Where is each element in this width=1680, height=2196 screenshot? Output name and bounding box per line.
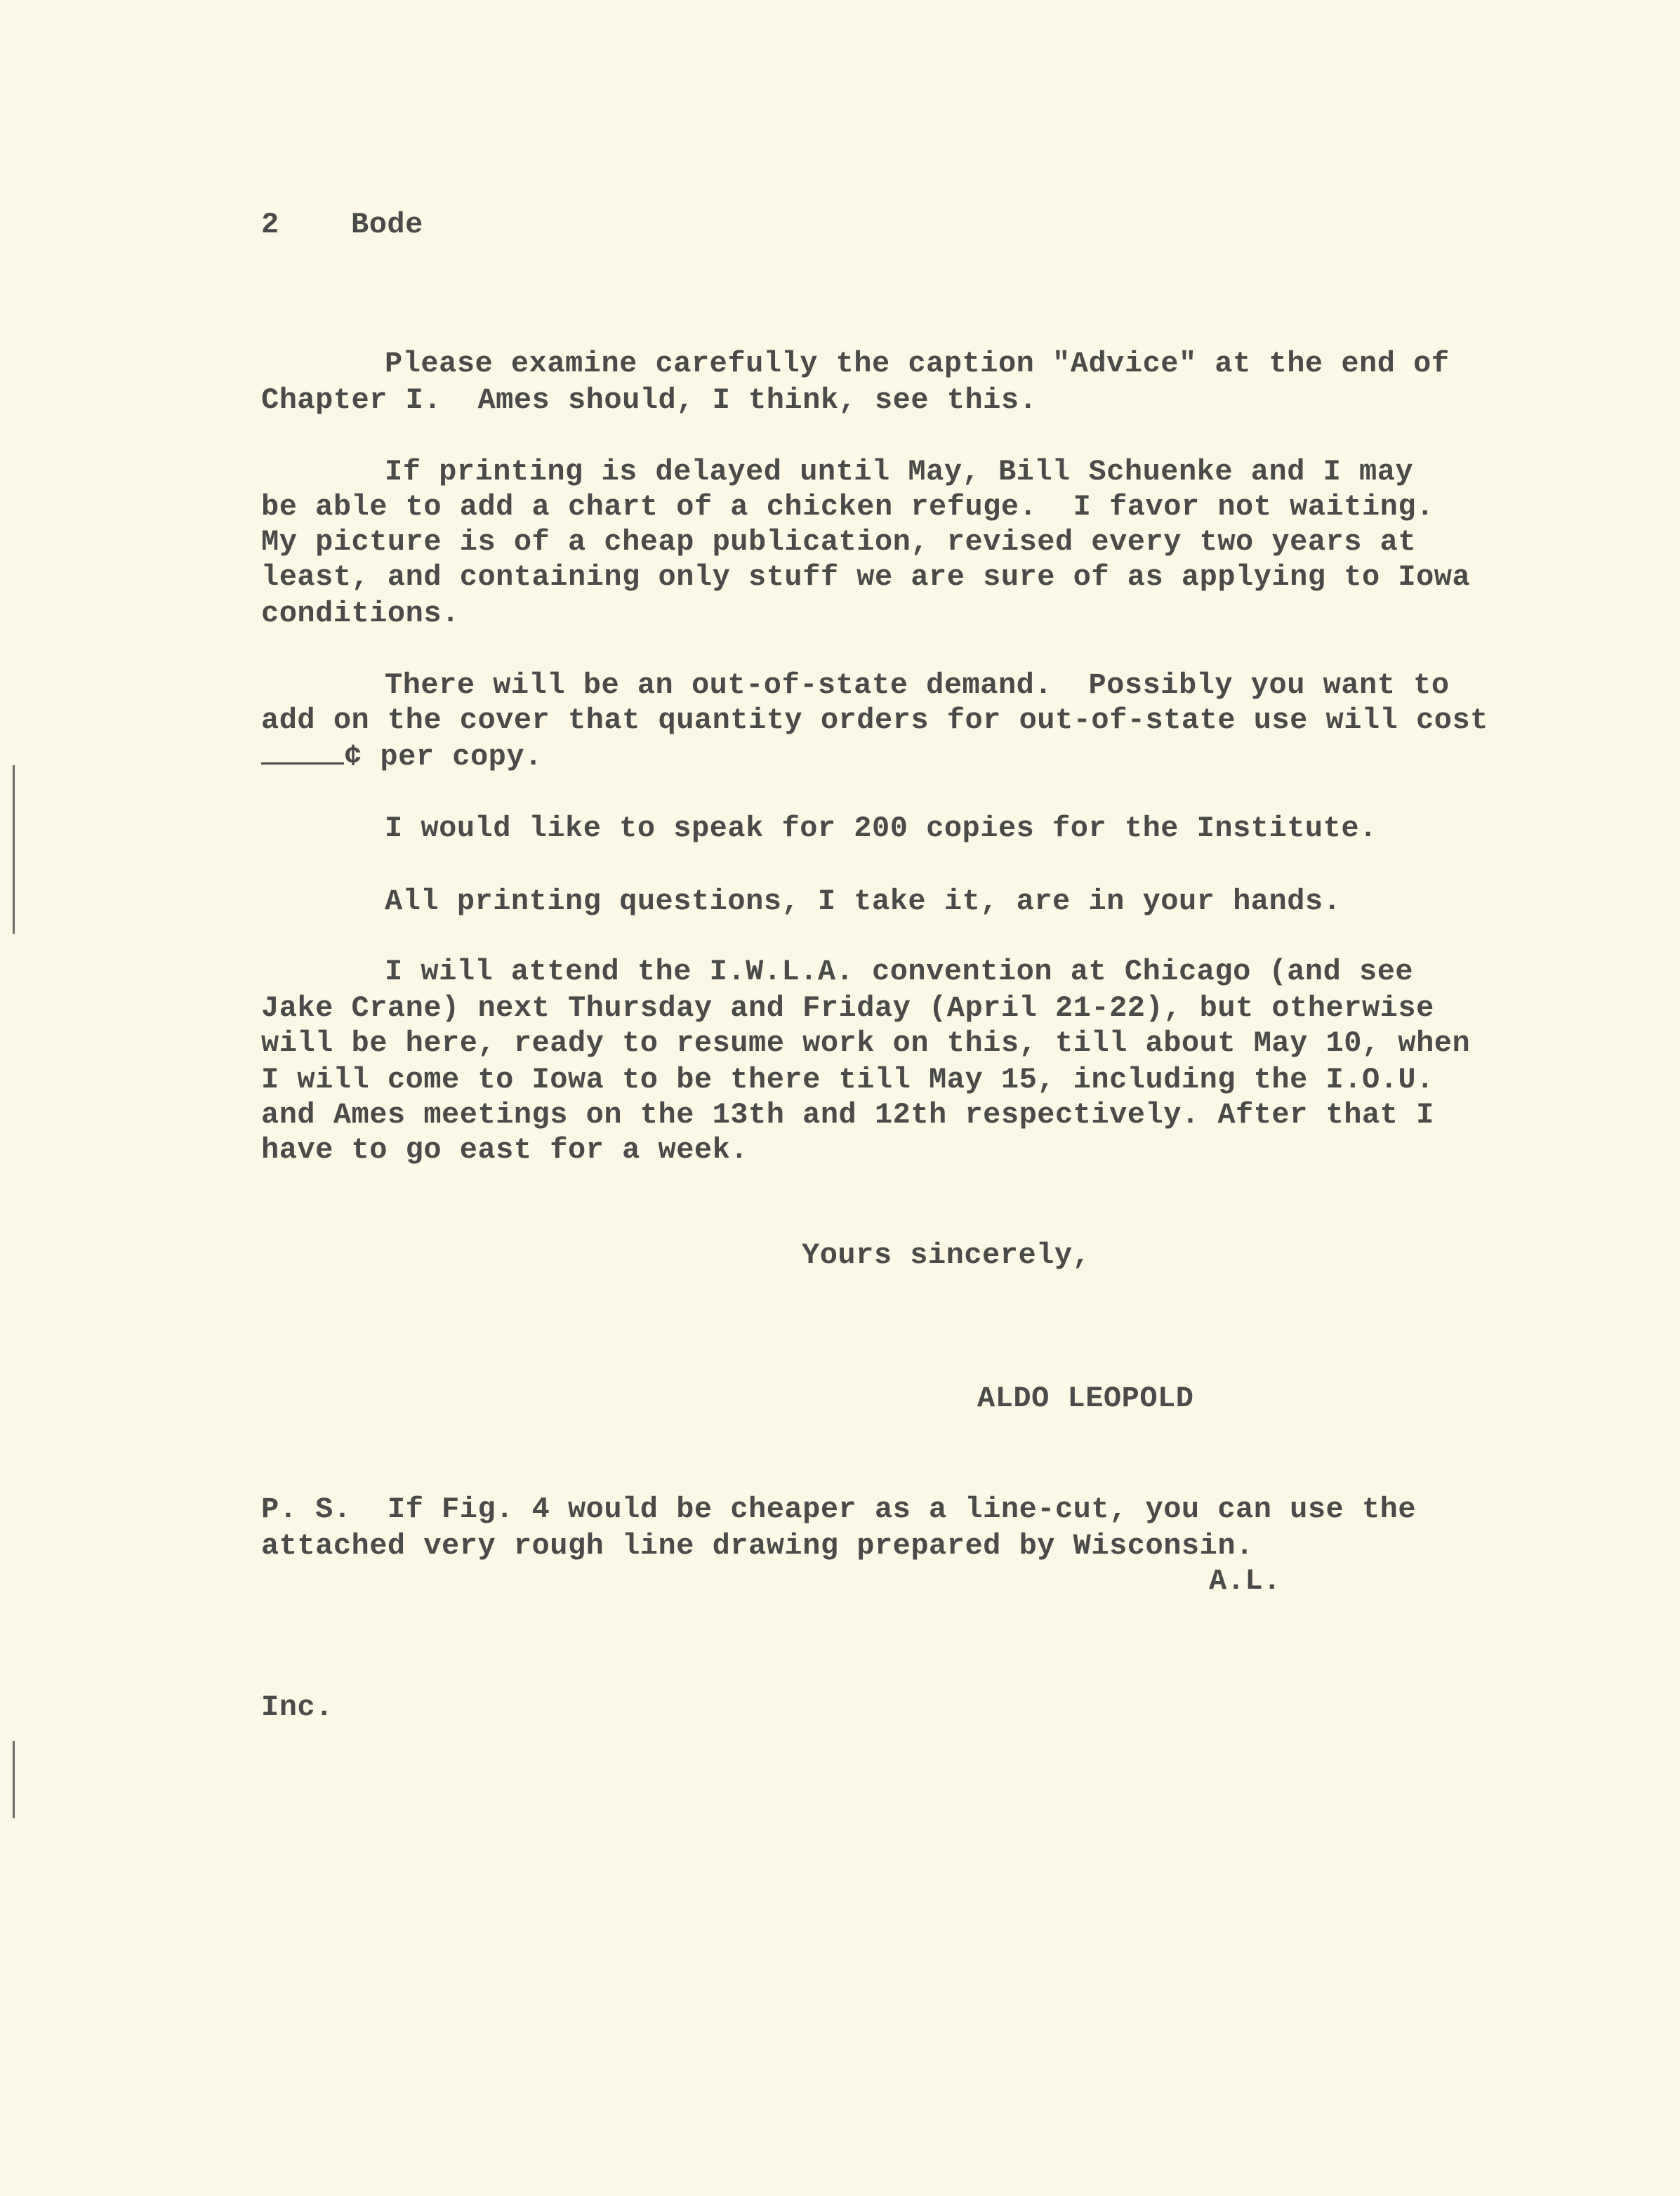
page-edge-mark: [13, 1741, 15, 1818]
closing-salutation: Yours sincerely,: [802, 1238, 1091, 1272]
paragraph-line: least, and containing only stuff we are sure of as applying to Iowa: [261, 560, 1471, 594]
paragraph-line: My picture is of a cheap publication, revised every two years at: [261, 525, 1417, 559]
paragraph-line: add on the cover that quantity orders for out-of-state use will cost: [261, 703, 1488, 737]
postscript-line: P. S. If Fig. 4 would be cheaper as a line-cut, you can use the: [261, 1493, 1417, 1526]
cent-sign: ¢: [344, 740, 362, 774]
postscript-initials: A.L.: [1209, 1564, 1281, 1598]
paragraph-line: Chapter I. Ames should, I think, see this.: [261, 383, 1038, 417]
paragraph-line: have to go east for a week.: [261, 1133, 749, 1167]
paragraph-line: conditions.: [261, 597, 460, 630]
price-blank: [261, 741, 344, 765]
recipient-header: Bode: [351, 208, 423, 242]
paragraph-line: Jake Crane) next Thursday and Friday (April 21-22), but otherwise: [261, 991, 1434, 1025]
page-number: 2: [261, 208, 279, 242]
price-text: per copy.: [362, 740, 543, 774]
paragraph-line: [261, 740, 543, 774]
paragraph-line: I will attend the I.W.L.A. convention at Chicago (and see: [385, 955, 1414, 988]
paragraph-line: and Ames meetings on the 13th and 12th respectively. After that I: [261, 1098, 1434, 1132]
paragraph-line: I will come to Iowa to be there till May 15, including the I.O.U.: [261, 1063, 1434, 1097]
paragraph-line: If printing is delayed until May, Bill Schuenke and I may: [385, 455, 1414, 489]
paragraph-line: All printing questions, I take it, are in your hands.: [385, 885, 1342, 918]
paragraph-line: be able to add a chart of a chicken refuge. I favor not waiting.: [261, 490, 1434, 524]
signature-name: ALDO LEOPOLD: [977, 1382, 1194, 1415]
paragraph-line: I would like to speak for 200 copies for the Institute.: [385, 812, 1377, 845]
enclosure-note: Inc.: [261, 1691, 333, 1724]
paragraph-line: There will be an out-of-state demand. Possibly you want to: [385, 668, 1450, 702]
paragraph-line: will be here, ready to resume work on this, till about May 10, when: [261, 1026, 1471, 1060]
page-edge-mark: [13, 765, 15, 934]
postscript-line: attached very rough line drawing prepared by Wisconsin.: [261, 1529, 1254, 1563]
paragraph-line: Please examine carefully the caption "Advice" at the end of: [385, 347, 1450, 381]
